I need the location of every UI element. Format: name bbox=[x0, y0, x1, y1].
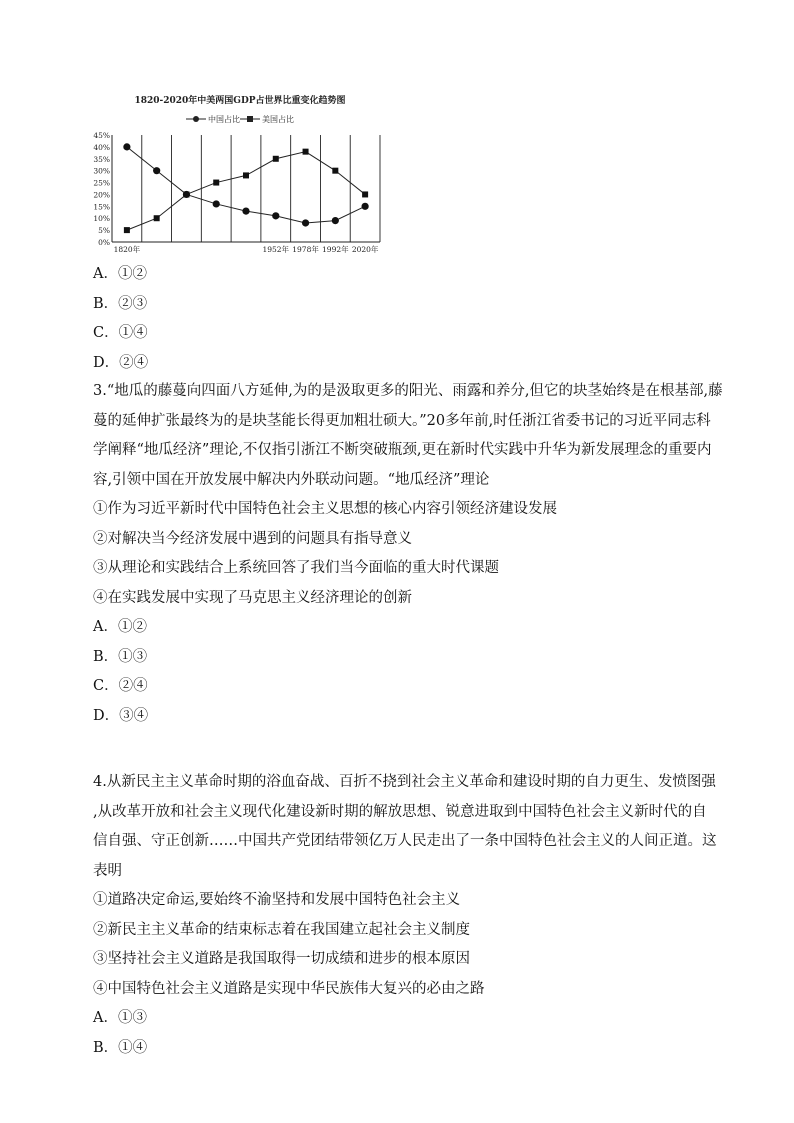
x-tick-label: 1978年 bbox=[292, 245, 319, 254]
option-letter: C． bbox=[93, 678, 119, 694]
data-point-usa bbox=[362, 191, 368, 197]
q2-options bbox=[93, 260, 148, 378]
q3-stem-line: 容,引领中国在开放发展中解决内外联动问题。“地瓜经济”理论 bbox=[93, 471, 490, 488]
option-letter: D． bbox=[93, 354, 120, 371]
chart-svg bbox=[88, 90, 388, 260]
q4-stem-line: 表明 bbox=[93, 862, 122, 879]
q4-statement-4: ④中国特色社会主义道路是实现中华民族伟大复兴的必由之路 bbox=[93, 980, 485, 997]
data-point-usa bbox=[183, 191, 189, 197]
data-point-usa bbox=[273, 156, 279, 162]
x-tick-label: 1992年 bbox=[322, 245, 349, 254]
option-text: ①② bbox=[117, 266, 147, 282]
option-letter: B． bbox=[93, 648, 119, 665]
option-text: ②③ bbox=[118, 295, 148, 312]
option-text: ①④ bbox=[118, 1039, 148, 1056]
q4-statement-1: ①道路决定命运,要始终不渝坚持和发展中国特色社会主义 bbox=[93, 892, 461, 908]
q3-stem-line: 蔓的延伸扩张最终为的是块茎能长得更加粗壮硕大。”20多年前,时任浙江省委书记的习近平同志科 bbox=[93, 412, 711, 429]
option-text: ①④ bbox=[118, 325, 148, 341]
q3-statement-1: ①作为习近平新时代中国特色社会主义思想的核心内容引领经济建设发展 bbox=[93, 501, 557, 517]
x-tick-label: 1820年 bbox=[113, 245, 141, 254]
y-tick-label: 5% bbox=[98, 226, 110, 236]
data-point-china bbox=[213, 200, 220, 207]
gdp-share-chart bbox=[88, 90, 388, 260]
option-text: ②④ bbox=[119, 354, 149, 371]
y-tick-label: 10% bbox=[93, 214, 110, 224]
data-point-usa bbox=[243, 172, 249, 178]
q2-option-d[interactable] bbox=[93, 349, 148, 379]
data-point-china bbox=[302, 219, 309, 226]
q3-statement-2: ②对解决当今经济发展中遇到的问题具有指导意义 bbox=[93, 530, 412, 547]
q2-option-a[interactable] bbox=[93, 260, 148, 290]
data-point-usa bbox=[124, 227, 130, 233]
q4-option-a[interactable] bbox=[93, 1004, 714, 1034]
legend-marker-usa bbox=[247, 116, 253, 122]
q2-option-b[interactable] bbox=[93, 290, 148, 320]
q4-option-b[interactable] bbox=[93, 1034, 714, 1064]
data-point-usa bbox=[332, 168, 338, 174]
data-point-china bbox=[242, 207, 249, 214]
q3-statement-4: ④在实践发展中实现了马克思主义经济理论的创新 bbox=[93, 589, 412, 606]
data-point-china bbox=[332, 217, 339, 224]
y-tick-label: 20% bbox=[93, 190, 110, 200]
question-3 bbox=[93, 377, 723, 731]
option-text: ①③ bbox=[118, 648, 148, 665]
legend-label-china: 中国占比 bbox=[208, 115, 240, 124]
q3-option-d[interactable] bbox=[93, 702, 714, 732]
y-tick-label: 30% bbox=[93, 166, 110, 176]
q3-option-a[interactable] bbox=[93, 613, 714, 643]
q3-statement-3: ③从理论和实践结合上系统回答了我们当今面临的重大时代课题 bbox=[93, 560, 499, 576]
option-text: ②④ bbox=[118, 678, 148, 694]
option-letter: B． bbox=[93, 1039, 119, 1056]
chart-title: 1820-2020年中美两国GDP占世界比重变化趋势图 bbox=[134, 96, 346, 106]
option-letter: A． bbox=[93, 266, 118, 282]
series-line-usa bbox=[127, 152, 365, 230]
option-letter: A． bbox=[93, 1010, 118, 1026]
option-letter: A． bbox=[93, 619, 118, 635]
q3-stem-line: 3.“地瓜的藤蔓向四面八方延伸,为的是汲取更多的阳光、雨露和养分,但它的块茎始终是在根基部,藤 bbox=[93, 383, 723, 399]
q3-option-c[interactable] bbox=[93, 672, 714, 702]
data-point-china bbox=[123, 143, 130, 150]
option-text: ①② bbox=[117, 619, 147, 635]
x-tick-label: 1952年 bbox=[262, 245, 290, 254]
q4-statement-3: ③坚持社会主义道路是我国取得一切成绩和进步的根本原因 bbox=[93, 951, 470, 967]
data-point-usa bbox=[154, 215, 160, 221]
option-letter: B． bbox=[93, 295, 119, 312]
data-point-china bbox=[272, 212, 279, 219]
legend-label-usa: 美国占比 bbox=[262, 115, 294, 124]
option-letter: D． bbox=[93, 707, 120, 724]
q3-option-b[interactable] bbox=[93, 643, 714, 673]
q4-stem-line: ,从改革开放和社会主义现代化建设新时期的解放思想、锐意进取到中国特色社会主义新时代的自 bbox=[93, 803, 707, 820]
legend-marker-china bbox=[193, 116, 199, 122]
y-tick-label: 45% bbox=[93, 131, 110, 140]
q4-statement-2: ②新民主主义革命的结束标志着在我国建立起社会主义制度 bbox=[93, 921, 470, 938]
q3-stem-line: 学阐释“地瓜经济”理论,不仅指引浙江不断突破瓶颈,更在新时代实践中升华为新发展理念的重要内 bbox=[93, 442, 712, 458]
x-tick-label: 2020年 bbox=[351, 245, 379, 254]
data-point-china bbox=[153, 167, 160, 174]
y-tick-label: 40% bbox=[93, 142, 110, 152]
q4-stem-line: 信自强、守正创新……中国共产党团结带领亿万人民走出了一条中国特色社会主义的人间正道。这 bbox=[93, 833, 717, 849]
y-tick-label: 15% bbox=[93, 202, 110, 212]
q2-option-c[interactable] bbox=[93, 319, 148, 349]
data-point-usa bbox=[303, 149, 309, 155]
option-text: ①③ bbox=[117, 1010, 147, 1026]
option-text: ③④ bbox=[119, 707, 149, 724]
q4-stem-line: 4.从新民主主义革命时期的浴血奋战、百折不挠到社会主义革命和建设时期的自力更生、发愤图强 bbox=[93, 774, 716, 790]
option-letter: C． bbox=[93, 325, 119, 341]
data-point-usa bbox=[213, 180, 219, 186]
question-4 bbox=[93, 768, 717, 1063]
y-tick-label: 35% bbox=[93, 154, 110, 164]
data-point-china bbox=[362, 203, 369, 210]
y-tick-label: 0% bbox=[98, 238, 110, 247]
y-tick-label: 25% bbox=[93, 178, 110, 188]
